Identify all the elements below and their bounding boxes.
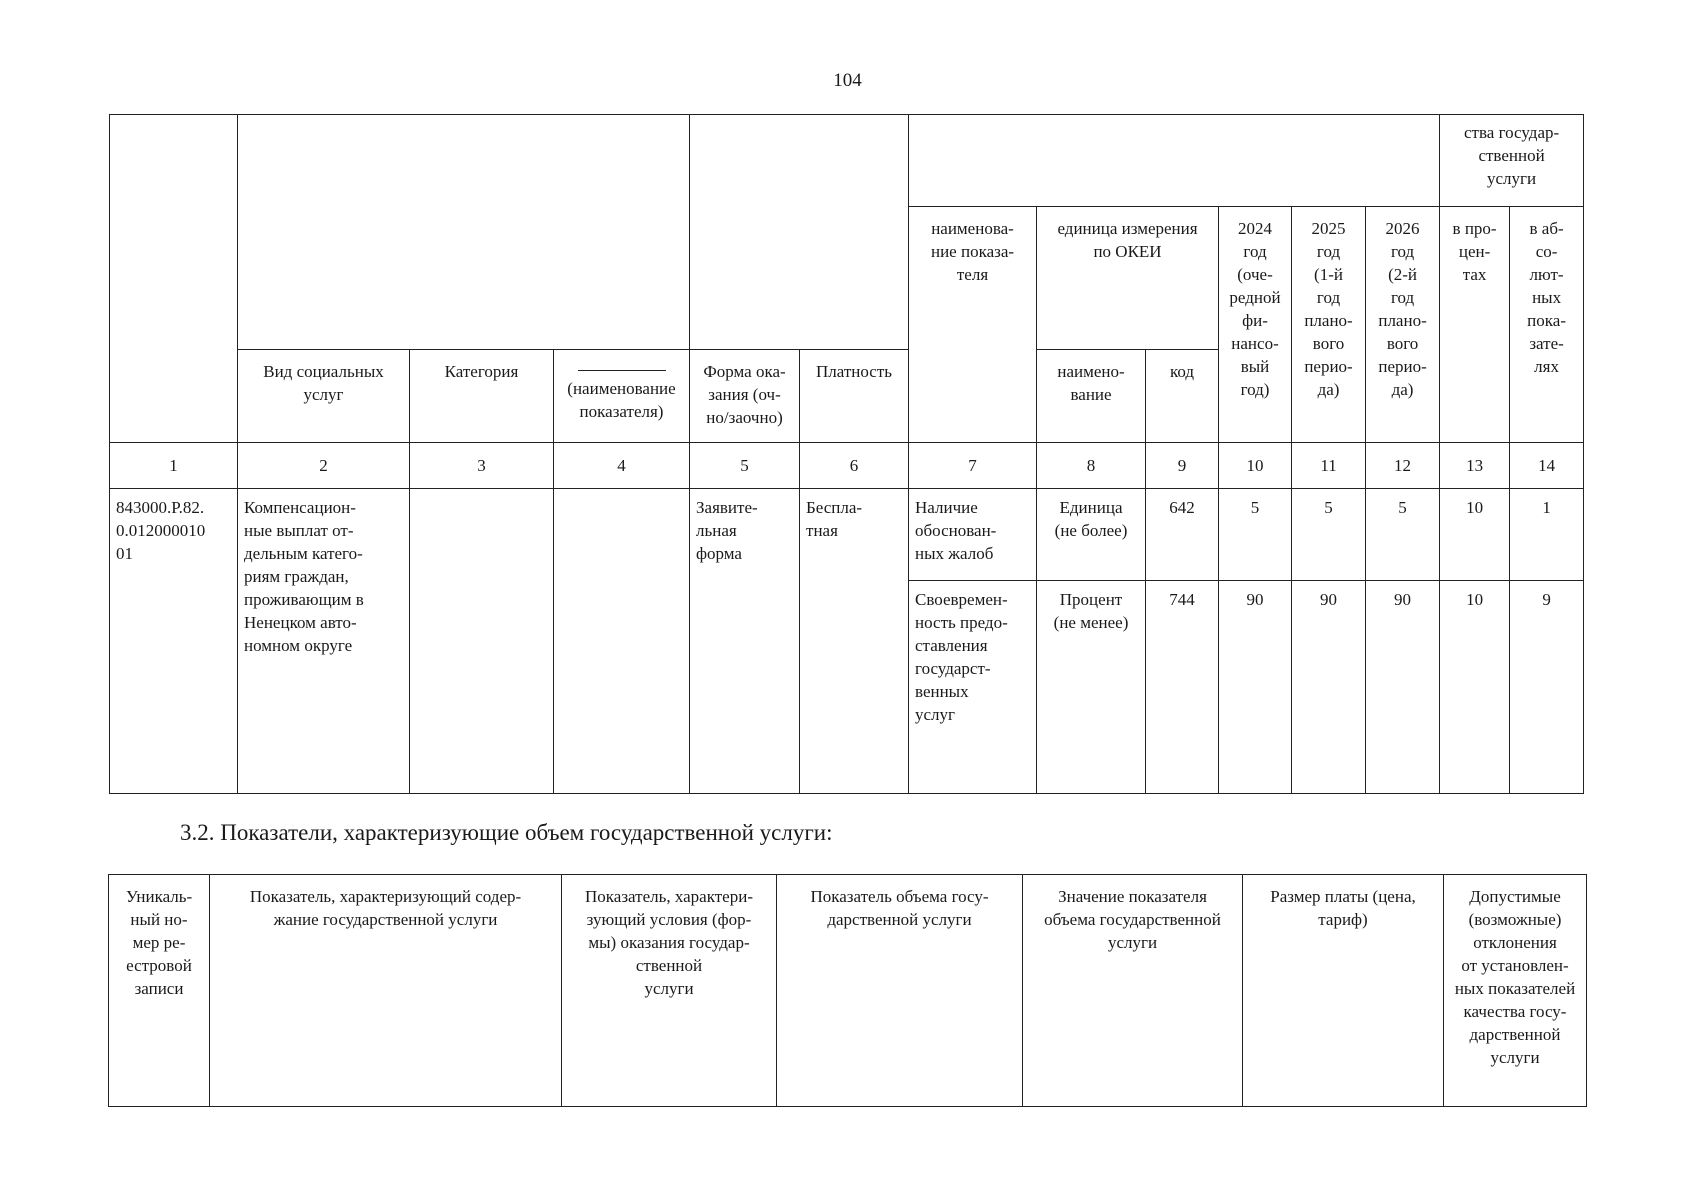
header-empty-registry (110, 115, 238, 443)
column-number: 12 (1366, 443, 1440, 489)
header-conditions-indicator: Показатель, характери- зующий условия (фор- мы) оказания государ- ственной услуги (562, 875, 777, 1107)
deviation-percent-cell: 10 (1440, 489, 1510, 581)
header-unit-name: наимено- вание (1037, 350, 1146, 443)
header-year-2026: 2026 год (2-й год плано- вого перио- да) (1366, 207, 1440, 443)
header-deviation: ства государ- ственной услуги (1440, 115, 1584, 207)
column-number: 11 (1292, 443, 1366, 489)
column-number: 13 (1440, 443, 1510, 489)
indicator-placeholder-value (554, 489, 690, 794)
volume-indicators-table (108, 874, 1587, 1107)
value-2024-cell: 90 (1219, 581, 1292, 794)
column-number: 5 (690, 443, 800, 489)
form-value: Заявите- льная форма (690, 489, 800, 794)
header-year-2024: 2024 год (оче- редной фи- нансо- вый год) (1219, 207, 1292, 443)
value-2026-cell: 90 (1366, 581, 1440, 794)
header-registry-number: Уникаль- ный но- мер ре- естровой записи (109, 875, 210, 1107)
deviation-percent-cell: 10 (1440, 581, 1510, 794)
header-unit-okei: единица измерения по ОКЕИ (1037, 207, 1219, 350)
header-category: Категория (410, 350, 554, 443)
category-value (410, 489, 554, 794)
column-number: 3 (410, 443, 554, 489)
header-indicator-placeholder: (наименование показателя) (554, 350, 690, 443)
header-empty-conditions (690, 115, 909, 350)
blank-line (578, 356, 666, 371)
unit-name-cell: Процент (не менее) (1037, 581, 1146, 794)
unit-code-cell: 642 (1146, 489, 1219, 581)
header-form: Форма ока- зания (оч- но/заочно) (690, 350, 800, 443)
column-number: 4 (554, 443, 690, 489)
header-unit-code: код (1146, 350, 1219, 443)
section-heading: 3.2. Показатели, характеризующие объем государственной услуги: (180, 820, 833, 845)
header-volume-indicator: Показатель объема госу- дарственной услуги (777, 875, 1023, 1107)
unit-code-cell: 744 (1146, 581, 1219, 794)
column-number: 9 (1146, 443, 1219, 489)
header-volume-value: Значение показателя объема государственной услуги (1023, 875, 1243, 1107)
header-percent: в про- цен- тах (1440, 207, 1510, 443)
header-absolute: в аб- со- лют- ных пока- зате- лях (1510, 207, 1584, 443)
column-number: 6 (800, 443, 909, 489)
service-type-value: Компенсацион- ные выплат от- дельным катего- риям граждан, проживающим в Ненецком авто- номном округе (238, 489, 410, 794)
column-number: 7 (909, 443, 1037, 489)
page-number: 104 (833, 70, 862, 91)
header-fee-size: Размер платы (цена, тариф) (1243, 875, 1444, 1107)
header-indicator-name: наименова- ние показа- теля (909, 207, 1037, 443)
value-2026-cell: 5 (1366, 489, 1440, 581)
indicator-name-cell: Своевремен- ность предо- ставления государст- венных услуг (909, 581, 1037, 794)
header-content-indicator: Показатель, характеризующий содер- жание государственной услуги (210, 875, 562, 1107)
header-service-type: Вид социальных услуг (238, 350, 410, 443)
header-payment: Платность (800, 350, 909, 443)
header-year-2025: 2025 год (1-й год плано- вого перио- да) (1292, 207, 1366, 443)
value-2025-cell: 5 (1292, 489, 1366, 581)
column-number: 8 (1037, 443, 1146, 489)
column-number: 1 (110, 443, 238, 489)
value-2025-cell: 90 (1292, 581, 1366, 794)
unit-name-cell: Единица (не более) (1037, 489, 1146, 581)
header-allowed-deviations: Допустимые (возможные) отклонения от установлен- ных показателей качества госу- дарственной услуги (1444, 875, 1587, 1107)
header-empty-content (238, 115, 690, 350)
column-number: 14 (1510, 443, 1584, 489)
quality-indicators-table (109, 114, 1584, 794)
column-number: 2 (238, 443, 410, 489)
registry-number: 843000.Р.82. 0.012000010 01 (110, 489, 238, 794)
value-2024-cell: 5 (1219, 489, 1292, 581)
header-empty-quality (909, 115, 1440, 207)
deviation-absolute-cell: 9 (1510, 581, 1584, 794)
indicator-name-cell: Наличие обоснован- ных жалоб (909, 489, 1037, 581)
payment-value: Беспла- тная (800, 489, 909, 794)
column-number: 10 (1219, 443, 1292, 489)
deviation-absolute-cell: 1 (1510, 489, 1584, 581)
